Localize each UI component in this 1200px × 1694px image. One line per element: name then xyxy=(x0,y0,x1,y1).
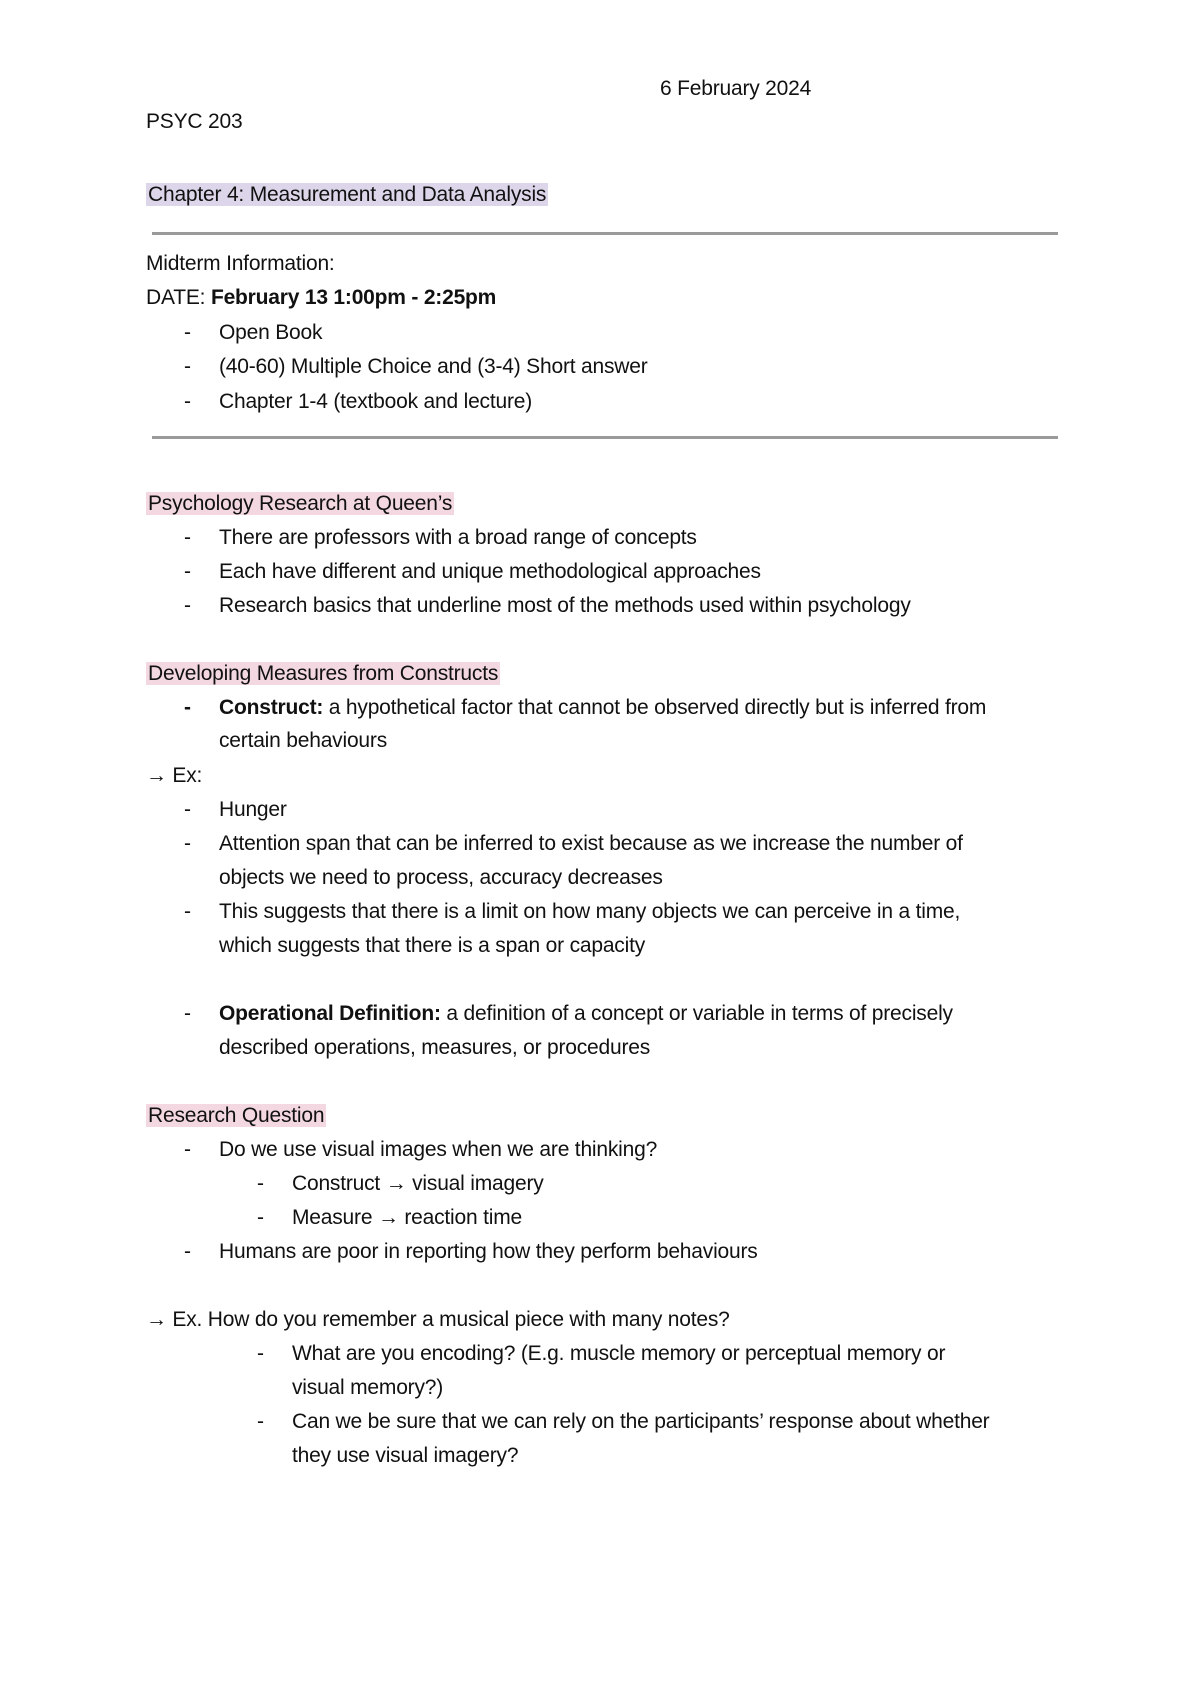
bullet-dash: - xyxy=(257,1410,264,1433)
list-item: Hunger xyxy=(219,798,287,821)
bullet-dash: - xyxy=(184,560,191,583)
course-code: PSYC 203 xyxy=(146,110,243,133)
construct-definition xyxy=(219,693,986,723)
bullet-dash: - xyxy=(184,526,191,549)
bullet-dash: - xyxy=(184,355,191,378)
list-item-cont: objects we need to process, accuracy decreases xyxy=(219,866,663,889)
ex-label: → Ex: xyxy=(146,764,203,787)
midterm-item: Chapter 1-4 (textbook and lecture) xyxy=(219,390,533,413)
list-item: This suggests that there is a limit on how many objects we can perceive in a time, xyxy=(219,900,961,923)
sub-item-cont: they use visual imagery? xyxy=(292,1444,519,1467)
bullet-dash: - xyxy=(184,900,191,923)
list-item: Humans are poor in reporting how they perform behaviours xyxy=(219,1240,758,1263)
sub-item: What are you encoding? (E.g. muscle memory or perceptual memory or xyxy=(292,1342,946,1365)
bullet-dash: - xyxy=(184,1138,191,1161)
sub-item: Construct → visual imagery xyxy=(292,1172,544,1195)
divider-top xyxy=(152,232,1058,235)
list-item-cont: which suggests that there is a span or capacity xyxy=(219,934,646,957)
list-item: There are professors with a broad range of concepts xyxy=(219,526,697,549)
sub-item: Measure → reaction time xyxy=(292,1206,522,1229)
bullet-dash: - xyxy=(257,1206,264,1229)
section-heading-research-question xyxy=(146,1101,326,1131)
bullet-dash: - xyxy=(257,1172,264,1195)
bullet-dash: - xyxy=(184,1002,191,1025)
bullet-dash: - xyxy=(257,1342,264,1365)
sub-item-cont: visual memory?) xyxy=(292,1376,444,1399)
midterm-item: Open Book xyxy=(219,321,323,344)
midterm-item: (40-60) Multiple Choice and (3-4) Short answer xyxy=(219,355,648,378)
heading-text: Research Question xyxy=(148,1104,325,1127)
divider-bottom xyxy=(152,436,1058,439)
sub-item: Can we be sure that we can rely on the participants’ response about whether xyxy=(292,1410,990,1433)
heading-text: Developing Measures from Constructs xyxy=(148,662,499,685)
bullet-dash: - xyxy=(184,390,191,413)
bullet-dash: - xyxy=(184,1240,191,1263)
opdef-def-cont: described operations, measures, or procedures xyxy=(219,1036,651,1059)
construct-term: Construct: xyxy=(219,696,324,719)
section-heading-constructs xyxy=(146,659,500,689)
section-heading-research-queens xyxy=(146,489,454,519)
construct-def-cont: certain behaviours xyxy=(219,729,387,752)
date: 6 February 2024 xyxy=(660,77,812,100)
list-item: Research basics that underline most of the methods used within psychology xyxy=(219,594,911,617)
midterm-heading: Midterm Information: xyxy=(146,252,335,275)
list-item: Attention span that can be inferred to exist because as we increase the number of xyxy=(219,832,963,855)
chapter-title-text: Chapter 4: Measurement and Data Analysis xyxy=(148,183,547,206)
construct-def-text: a hypothetical factor that cannot be observed directly but is inferred from xyxy=(323,696,987,719)
midterm-date-value: February 13 1:00pm - 2:25pm xyxy=(210,286,497,309)
list-item: Do we use visual images when we are thinking? xyxy=(219,1138,658,1161)
opdef-definition xyxy=(219,999,953,1029)
bullet-dash: - xyxy=(184,594,191,617)
ex-question: → Ex. How do you remember a musical piece with many notes? xyxy=(146,1308,730,1331)
bullet-dash: - xyxy=(184,832,191,855)
midterm-date-label: DATE: xyxy=(146,286,206,309)
list-item: Each have different and unique methodological approaches xyxy=(219,560,761,583)
chapter-title xyxy=(146,180,548,210)
bullet-dash: - xyxy=(184,798,191,821)
opdef-def-text: a definition of a concept or variable in terms of precisely xyxy=(440,1002,953,1025)
bullet-dash: - xyxy=(184,321,191,344)
midterm-date-line xyxy=(146,283,496,313)
bullet-dash: - xyxy=(184,696,191,719)
opdef-term: Operational Definition: xyxy=(219,1002,441,1025)
heading-text: Psychology Research at Queen’s xyxy=(148,492,453,515)
